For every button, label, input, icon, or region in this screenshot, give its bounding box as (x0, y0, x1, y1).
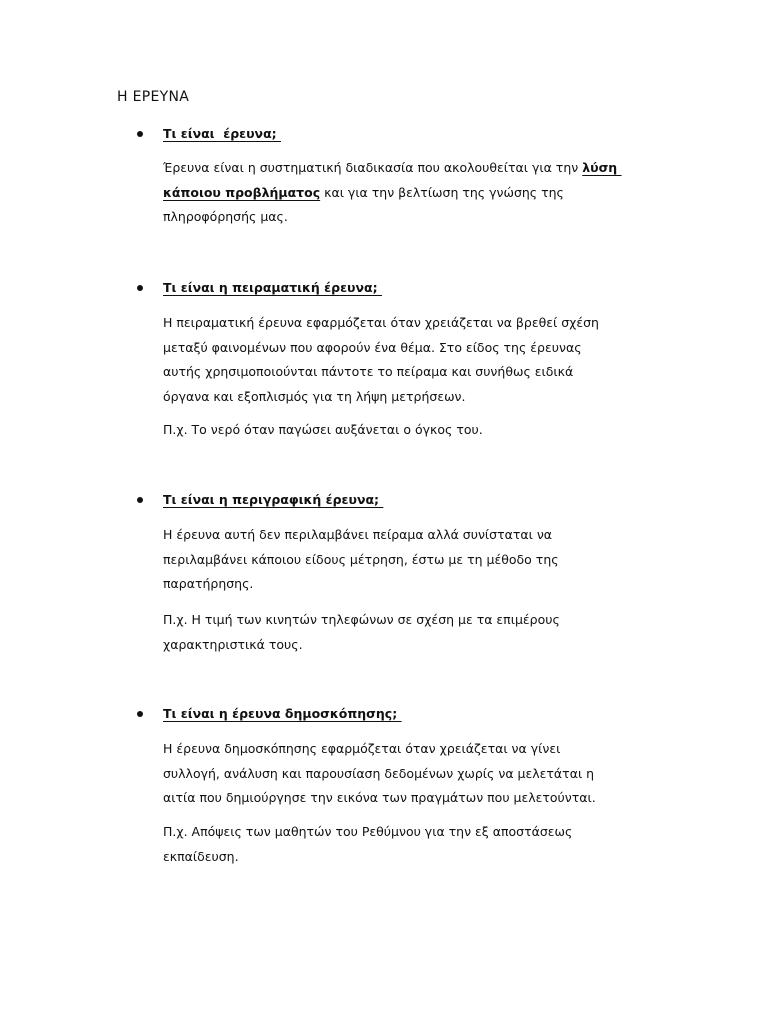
paragraph-line: Η έρευνα αυτή δεν περιλαμβάνει πείραμα αλλά συνίσταται να (163, 527, 553, 542)
section-example (163, 820, 663, 869)
bullet-point (137, 704, 143, 724)
emphasized-text: κάποιου προβλήματος (163, 184, 321, 200)
paragraph-line (163, 156, 663, 181)
paragraph-line: περιλαμβάνει κάποιου είδους μέτρηση, έστω με τη μέθοδο της (163, 551, 559, 567)
section-example (163, 608, 663, 657)
bullet-point (137, 124, 143, 144)
paragraph-line: παρατήρησης. (163, 576, 254, 591)
section-example (163, 418, 663, 443)
paragraph-line: Π.χ. Η τιμή των κινητών τηλεφώνων σε σχέση με τα επιμέρους (163, 612, 560, 627)
bullet-dot-icon (137, 131, 143, 137)
paragraph-line (163, 181, 663, 206)
bullet-point (137, 278, 143, 298)
paragraph-line: όργανα και εξοπλισμός για τη λήψη μετρήσεων. (163, 388, 466, 404)
paragraph-line: Η έρευνα δημοσκόπησης εφαρμόζεται όταν χρειάζεται να γίνει (163, 741, 561, 756)
section-question: Τι είναι η πειραματική έρευνα; (163, 280, 382, 295)
paragraph-line: Η πειραματική έρευνα εφαρμόζεται όταν χρειάζεται να βρεθεί σχέση (163, 315, 599, 330)
paragraph-line: συλλογή, ανάλυση και παρουσίαση δεδομένων χωρίς να μελετάται η (163, 765, 595, 781)
paragraph-line: εκπαίδευση. (163, 848, 239, 864)
paragraph-line: Π.χ. Το νερό όταν παγώσει αυξάνεται ο όγκος του. (163, 422, 483, 437)
paragraph-line: πληροφόρησής μας. (163, 209, 288, 224)
section-question: Τι είναι η περιγραφική έρευνα; (163, 492, 384, 507)
paragraph-line: αυτής χρησιμοποιούνται πάντοτε το πείραμα και συνήθως ειδικά (163, 364, 574, 379)
bullet-dot-icon (137, 711, 143, 717)
section-paragraph (163, 737, 663, 811)
document-title: Η ΕΡΕΥΝΑ (117, 89, 190, 105)
paragraph-text: και για την βελτίωση της γνώσης της (320, 184, 564, 200)
paragraph-line: Π.χ. Απόψεις των μαθητών του Ρεθύμνου για την εξ αποστάσεως (163, 824, 573, 839)
section-paragraph (163, 311, 663, 409)
bullet-dot-icon (137, 497, 143, 503)
paragraph-line: αιτία που δημιούργησε την εικόνα των πραγμάτων που μελετούνται. (163, 790, 596, 805)
bullet-dot-icon (137, 285, 143, 291)
paragraph-line: μεταξύ φαινομένων που αφορούν ένα θέμα. Στο είδος της έρευνας (163, 339, 582, 355)
section-question: Τι είναι η έρευνα δημοσκόπησης; (163, 706, 402, 721)
paragraph-text: Έρευνα είναι η συστηματική διαδικασία που ακολουθείται για την (163, 160, 583, 175)
section-paragraph (163, 523, 663, 597)
emphasized-text: λύση (582, 160, 622, 175)
paragraph-line: χαρακτηριστικά τους. (163, 636, 303, 652)
bullet-point (137, 490, 143, 510)
section-paragraph (163, 156, 663, 230)
section-question: Τι είναι έρευνα; (163, 126, 282, 141)
